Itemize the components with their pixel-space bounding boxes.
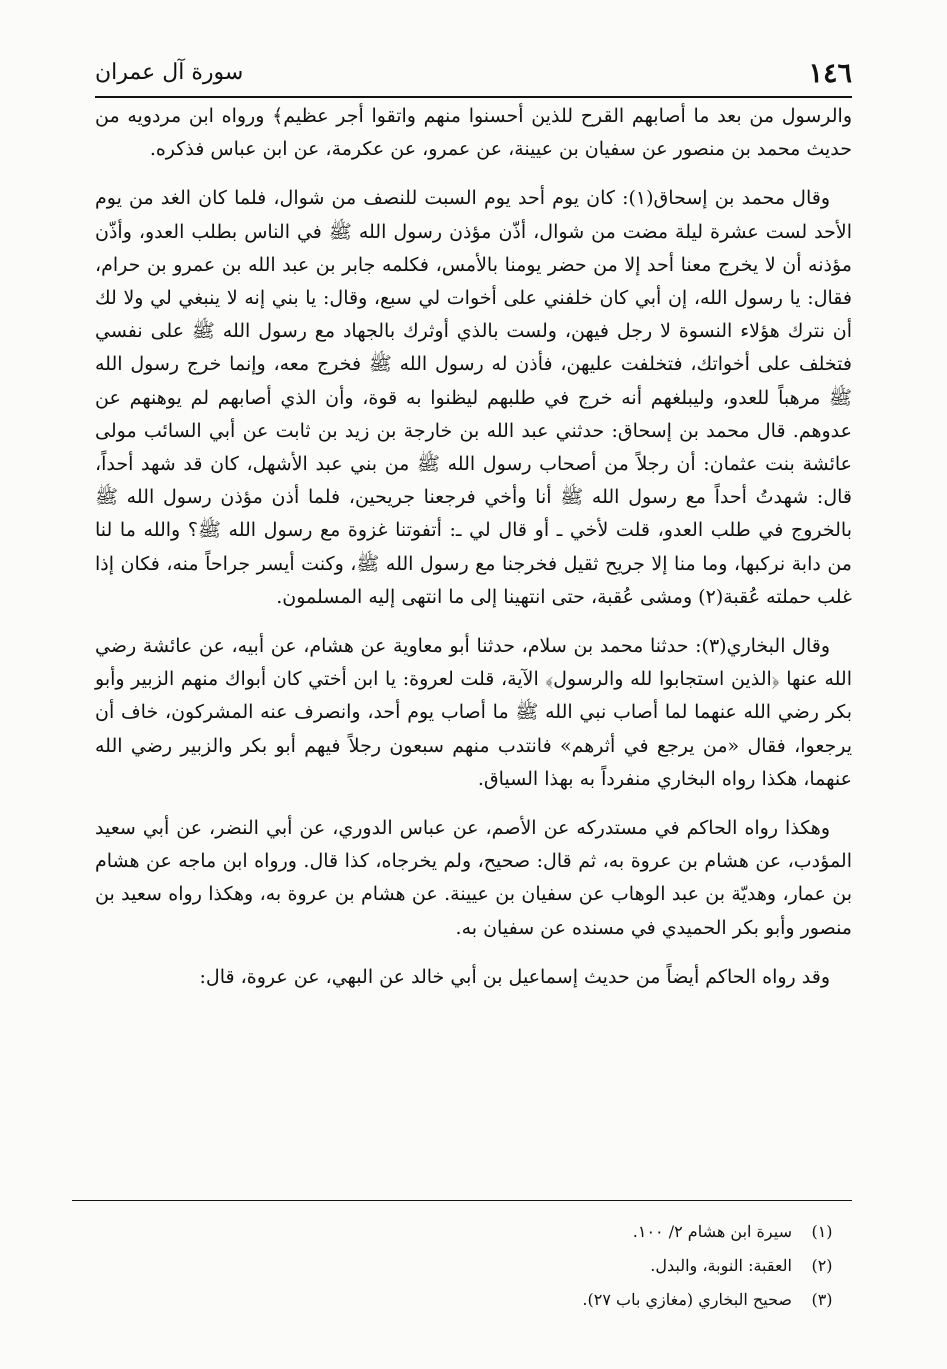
body-text <box>95 100 852 1010</box>
page-number: ١٤٦ <box>808 58 852 89</box>
paragraph: وقال البخاري(٣): حدثنا محمد بن سلام، حدثنا أبو معاوية عن هشام، عن أبيه، عن عائشة رضي الله عنها ﴿الذين استجابوا لله والرسول﴾ الآية، قلت لعروة: يا ابن أختي كان أبواك منهم الزبير وأبو بكر رضي الله عنهما لما أصاب نبي الله ﷺ ما أصاب يوم أحد، وانصرف عنه المشركون، خاف أن يرجعوا، فقال «من يرجع في أثرهم» فانتدب منهم سبعون رجلاً فيهم أبو بكر والزبير رضي الله عنهما، هكذا رواه البخاري منفرداً به بهذا السياق. <box>95 635 852 790</box>
paragraph: وهكذا رواه الحاكم في مستدركه عن الأصم، عن عباس الدوري، عن أبي النضر، عن أبي سعيد المؤدب، عن هشام بن عروة به، ثم قال: صحيح، ولم يخرجاه، كذا قال. ورواه ابن ماجه عن هشام بن عمار، وهديّة بن عبد الوهاب عن سفيان بن عيينة. عن هشام بن عروة به، وهكذا رواه سعيد بن منصور وأبو بكر الحميدي في مسنده عن سفيان به. <box>95 817 852 939</box>
footnote-text: سيرة ابن هشام ٢/ ١٠٠. <box>632 1222 792 1241</box>
footnotes <box>95 1215 852 1317</box>
footnote <box>95 1249 852 1283</box>
page-header <box>95 52 852 96</box>
footnote-number: (٢) <box>811 1256 833 1275</box>
running-title: سورة آل عمران <box>95 60 244 85</box>
footnote-text: صحيح البخاري (مغازي باب ٢٧). <box>582 1290 792 1309</box>
footnote <box>95 1215 852 1249</box>
footnote-number: (١) <box>811 1222 833 1241</box>
header-rule <box>95 96 852 98</box>
paragraph: والرسول من بعد ما أصابهم القرح للذين أحسنوا منهم واتقوا أجر عظيم﴾ ورواه ابن مردويه من حديث محمد بن منصور عن سفيان بن عيينة، عن عمرو، عن عكرمة، عن ابن عباس فذكره. <box>95 105 852 161</box>
paragraph: وقد رواه الحاكم أيضاً من حديث إسماعيل بن أبي خالد عن البهي، عن عروة، قال: <box>199 965 830 988</box>
footnote-rule <box>72 1200 852 1201</box>
paragraph: وقال محمد بن إسحاق(١): كان يوم أحد يوم السبت للنصف من شوال، فلما كان الغد من يوم الأحد لست عشرة ليلة مضت من شوال، أذّن مؤذن رسول الله ﷺ في الناس بطلب العدو، وأذّن مؤذنه أن لا يخرج معنا أحد إلا من حضر يومنا بالأمس، فكلمه جابر بن عبد الله بن عمرو بن حرام، فقال: يا رسول الله، إن أبي كان خلفني على أخوات لي سبع، وقال: يا بني إنه لا ينبغي لي ولا لك أن نترك هؤلاء النسوة لا رجل فيهن، ولست بالذي أوثرك بالجهاد مع رسول الله ﷺ على نفسي فتخلف على أخواتك، فتخلفت عليهن، فأذن له رسول الله ﷺ فخرج معه، وإنما خرج رسول الله ﷺ مرهباً للعدو، وليبلغهم أنه خرج في طلبهم ليظنوا به قوة، وأن الذي أصابهم لم يوهنهم عن عدوهم. قال محمد بن إسحاق: حدثني عبد الله بن خارجة بن زيد بن ثابت عن أبي السائب مولى عائشة بنت عثمان: أن رجلاً من أصحاب رسول الله ﷺ من بني عبد الأشهل، كان قد شهد أحداً، قال: شهدتُ أحداً مع رسول الله ﷺ أنا وأخي فرجعنا جريحين، فلما أذن مؤذن رسول الله ﷺ بالخروج في طلب العدو، قلت لأخي ـ أو قال لي ـ: أتفوتنا غزوة مع رسول الله ﷺ؟ والله ما لنا من دابة نركبها، وما منا إلا جريح ثقيل فخرجنا مع رسول الله ﷺ، وكنت أيسر جراحاً منه، فكان إذا غلب حملته عُقبة(٢) ومشى عُقبة، حتى انتهينا إلى ما انتهى إليه المسلمون. <box>95 187 852 608</box>
footnote <box>95 1283 852 1317</box>
footnote-number: (٣) <box>811 1290 833 1309</box>
footnote-text: العقبة: النوبة، والبدل. <box>650 1256 792 1275</box>
